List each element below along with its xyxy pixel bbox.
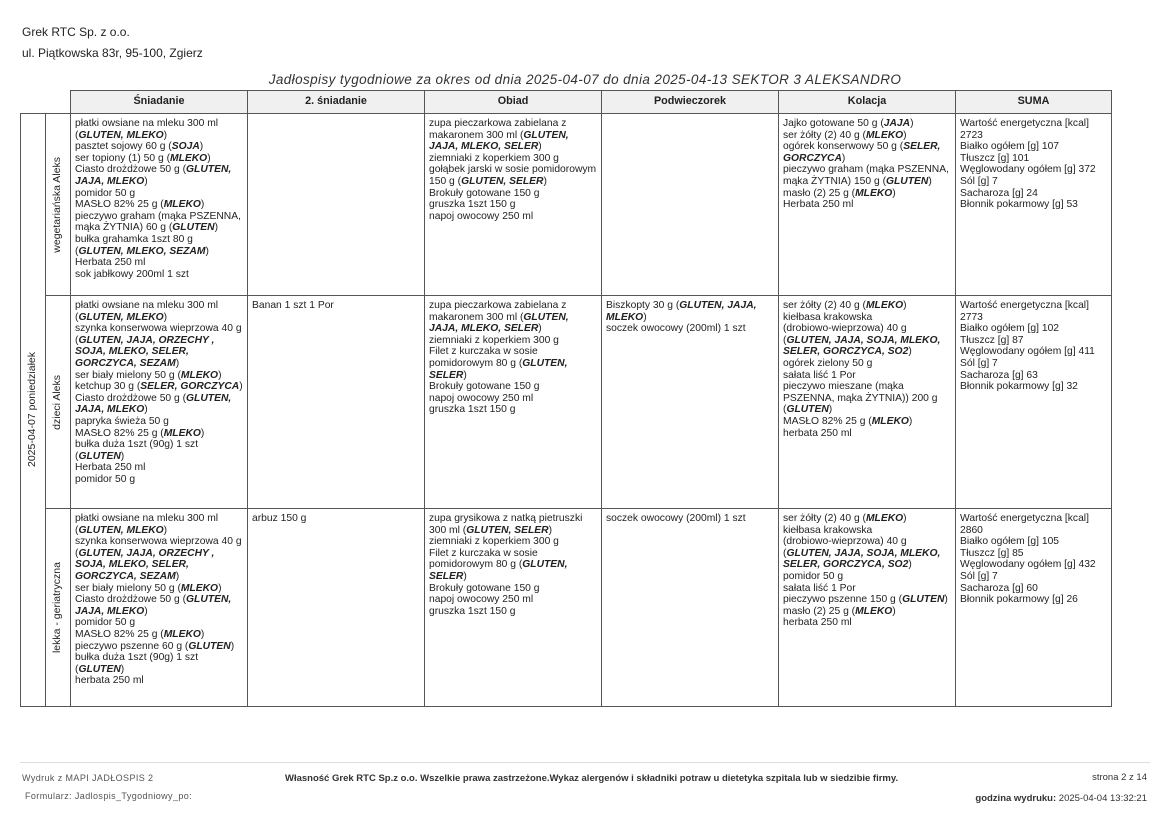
podwieczorek-cell: soczek owocowy (200ml) 1 szt bbox=[602, 509, 779, 707]
kolacja-cell: ser żółty (2) 40 g (MLEKO) kiełbasa krakowska (drobiowo-wieprzowa) 40 g (GLUTEN, JAJA, SOJA, MLEKO, SELER, GORCZYCA, SO2) pomidor 50 g sałata liść 1 Por pieczywo pszenne 150 g (GLUTEN) masło (2) 25 g (MLEKO) herbata 250 ml bbox=[779, 509, 956, 707]
footer-source: Wydruk z MAPI JADŁOSPIS 2 bbox=[22, 773, 154, 783]
diet-cell bbox=[46, 114, 71, 296]
date-label: 2025-04-07 poniedziałek bbox=[26, 352, 39, 468]
table-row bbox=[21, 296, 1112, 509]
footer-copyright: Własność Grek RTC Sp.z o.o. Wszelkie prawa zastrzeżone.Wykaz alergenów i składniki potraw u dietetyka szpitala lub w siedzibie firmy. bbox=[285, 773, 899, 784]
diet-label: wegetariańska Aleks bbox=[51, 156, 64, 253]
company-address: ul. Piątkowska 83r, 95-100, Zgierz bbox=[22, 46, 203, 60]
table-row bbox=[21, 114, 1112, 296]
footer-form: Formularz: Jadlospis_Tygodniowy_po: bbox=[25, 791, 193, 801]
weekly-menu-table bbox=[20, 90, 1112, 707]
kolacja-cell: ser żółty (2) 40 g (MLEKO) kiełbasa krakowska (drobiowo-wieprzowa) 40 g (GLUTEN, JAJA, SOJA, MLEKO, SELER, GORCZYCA, SO2) ogórek zielony 50 g sałata liść 1 Por pieczywo mieszane (mąka PSZENNA, mąka ŻYTNIA)) 200 g (GLUTEN) MASŁO 82% 25 g (MLEKO) herbata 250 ml bbox=[779, 296, 956, 509]
footer-divider bbox=[20, 762, 1150, 763]
date-cell bbox=[21, 114, 46, 707]
drugie-sniadanie-cell: arbuz 150 g bbox=[248, 509, 425, 707]
suma-cell: Wartość energetyczna [kcal] 2860 Białko ogółem [g] 105 Tłuszcz [g] 85 Węglowodany ogółem [g] 432 Sól [g] 7 Sacharoza [g] 60 Błonnik pokarmowy [g] 26 bbox=[956, 509, 1112, 707]
diet-cell bbox=[46, 509, 71, 707]
podwieczorek-cell bbox=[602, 114, 779, 296]
diet-cell bbox=[46, 296, 71, 509]
col-drugie-sniadanie: 2. śniadanie bbox=[248, 91, 425, 114]
suma-cell: Wartość energetyczna [kcal] 2773 Białko ogółem [g] 102 Tłuszcz [g] 87 Węglowodany ogółem [g] 411 Sól [g] 7 Sacharoza [g] 63 Błonnik pokarmowy [g] 32 bbox=[956, 296, 1112, 509]
table-row bbox=[21, 509, 1112, 707]
col-podwieczorek: Podwieczorek bbox=[602, 91, 779, 114]
drugie-sniadanie-cell: Banan 1 szt 1 Por bbox=[248, 296, 425, 509]
col-kolacja: Kolacja bbox=[779, 91, 956, 114]
diet-label: lekka - geriatryczna bbox=[51, 561, 64, 654]
print-time bbox=[975, 793, 1147, 804]
sniadanie-cell: płatki owsiane na mleku 300 ml (GLUTEN, MLEKO) szynka konserwowa wieprzowa 40 g (GLUTEN, JAJA, ORZECHY , SOJA, MLEKO, SELER, GORCZYCA, SEZAM) ser biały mielony 50 g (MLEKO) ketchup 30 g (SELER, GORCZYCA) Ciasto drożdżowe 50 g (GLUTEN, JAJA, MLEKO) papryka świeża 50 g MASŁO 82% 25 g (MLEKO) bułka duża 1szt (90g) 1 szt (GLUTEN) Herbata 250 ml pomidor 50 g bbox=[71, 296, 248, 509]
print-time-value: 2025-04-04 13:32:21 bbox=[1058, 793, 1147, 804]
company-header bbox=[22, 22, 203, 64]
diet-label: dzieci Aleks bbox=[51, 374, 64, 430]
kolacja-cell: Jajko gotowane 50 g (JAJA) ser żółty (2) 40 g (MLEKO) ogórek konserwowy 50 g (SELER, GORCZYCA) pieczywo graham (mąka PSZENNA, mąka ŻYTNIA) 150 g (GLUTEN) masło (2) 25 g (MLEKO) Herbata 250 ml bbox=[779, 114, 956, 296]
document-title: Jadłospisy tygodniowe za okres od dnia 2025-04-07 do dnia 2025-04-13 SEKTOR 3 ALEKSANDRO bbox=[268, 72, 902, 87]
suma-cell: Wartość energetyczna [kcal] 2723 Białko ogółem [g] 107 Tłuszcz [g] 101 Węglowodany ogółem [g] 372 Sól [g] 7 Sacharoza [g] 24 Błonnik pokarmowy [g] 53 bbox=[956, 114, 1112, 296]
col-obiad: Obiad bbox=[425, 91, 602, 114]
drugie-sniadanie-cell bbox=[248, 114, 425, 296]
obiad-cell: zupa pieczarkowa zabielana z makaronem 300 ml (GLUTEN, JAJA, MLEKO, SELER) ziemniaki z koperkiem 300 g Filet z kurczaka w sosie pomidorowym 80 g (GLUTEN, SELER) Brokuły gotowane 150 g napoj owocowy 250 ml gruszka 1szt 150 g bbox=[425, 296, 602, 509]
sniadanie-cell: płatki owsiane na mleku 300 ml (GLUTEN, MLEKO) pasztet sojowy 60 g (SOJA) ser topiony (1) 50 g (MLEKO) Ciasto drożdżowe 50 g (GLUTEN, JAJA, MLEKO) pomidor 50 g MASŁO 82% 25 g (MLEKO) pieczywo graham (mąka PSZENNA, mąka ŻYTNIA) 60 g (GLUTEN) bułka grahamka 1szt 80 g (GLUTEN, MLEKO, SEZAM) Herbata 250 ml sok jabłkowy 200ml 1 szt bbox=[71, 114, 248, 296]
sniadanie-cell: płatki owsiane na mleku 300 ml (GLUTEN, MLEKO) szynka konserwowa wieprzowa 40 g (GLUTEN, JAJA, ORZECHY , SOJA, MLEKO, SELER, GORCZYCA, SEZAM) ser biały mielony 50 g (MLEKO) Ciasto drożdżowe 50 g (GLUTEN, JAJA, MLEKO) pomidor 50 g MASŁO 82% 25 g (MLEKO) pieczywo pszenne 60 g (GLUTEN) bułka duża 1szt (90g) 1 szt (GLUTEN) herbata 250 ml bbox=[71, 509, 248, 707]
header-row bbox=[21, 91, 1112, 114]
company-name: Grek RTC Sp. z o.o. bbox=[22, 25, 130, 39]
page-number: strona 2 z 14 bbox=[1092, 772, 1147, 783]
print-time-label: godzina wydruku: bbox=[975, 793, 1057, 804]
header-corner bbox=[21, 91, 71, 114]
obiad-cell: zupa pieczarkowa zabielana z makaronem 300 ml (GLUTEN, JAJA, MLEKO, SELER) ziemniaki z koperkiem 300 g gołąbek jarski w sosie pomidorowym 150 g (GLUTEN, SELER) Brokuły gotowane 150 g gruszka 1szt 150 g napoj owocowy 250 ml bbox=[425, 114, 602, 296]
podwieczorek-cell: Biszkopty 30 g (GLUTEN, JAJA, MLEKO) soczek owocowy (200ml) 1 szt bbox=[602, 296, 779, 509]
col-suma: SUMA bbox=[956, 91, 1112, 114]
obiad-cell: zupa grysikowa z natką pietruszki 300 ml (GLUTEN, SELER) ziemniaki z koperkiem 300 g Filet z kurczaka w sosie pomidorowym 80 g (GLUTEN, SELER) Brokuły gotowane 150 g napoj owocowy 250 ml gruszka 1szt 150 g bbox=[425, 509, 602, 707]
col-sniadanie: Śniadanie bbox=[71, 91, 248, 114]
